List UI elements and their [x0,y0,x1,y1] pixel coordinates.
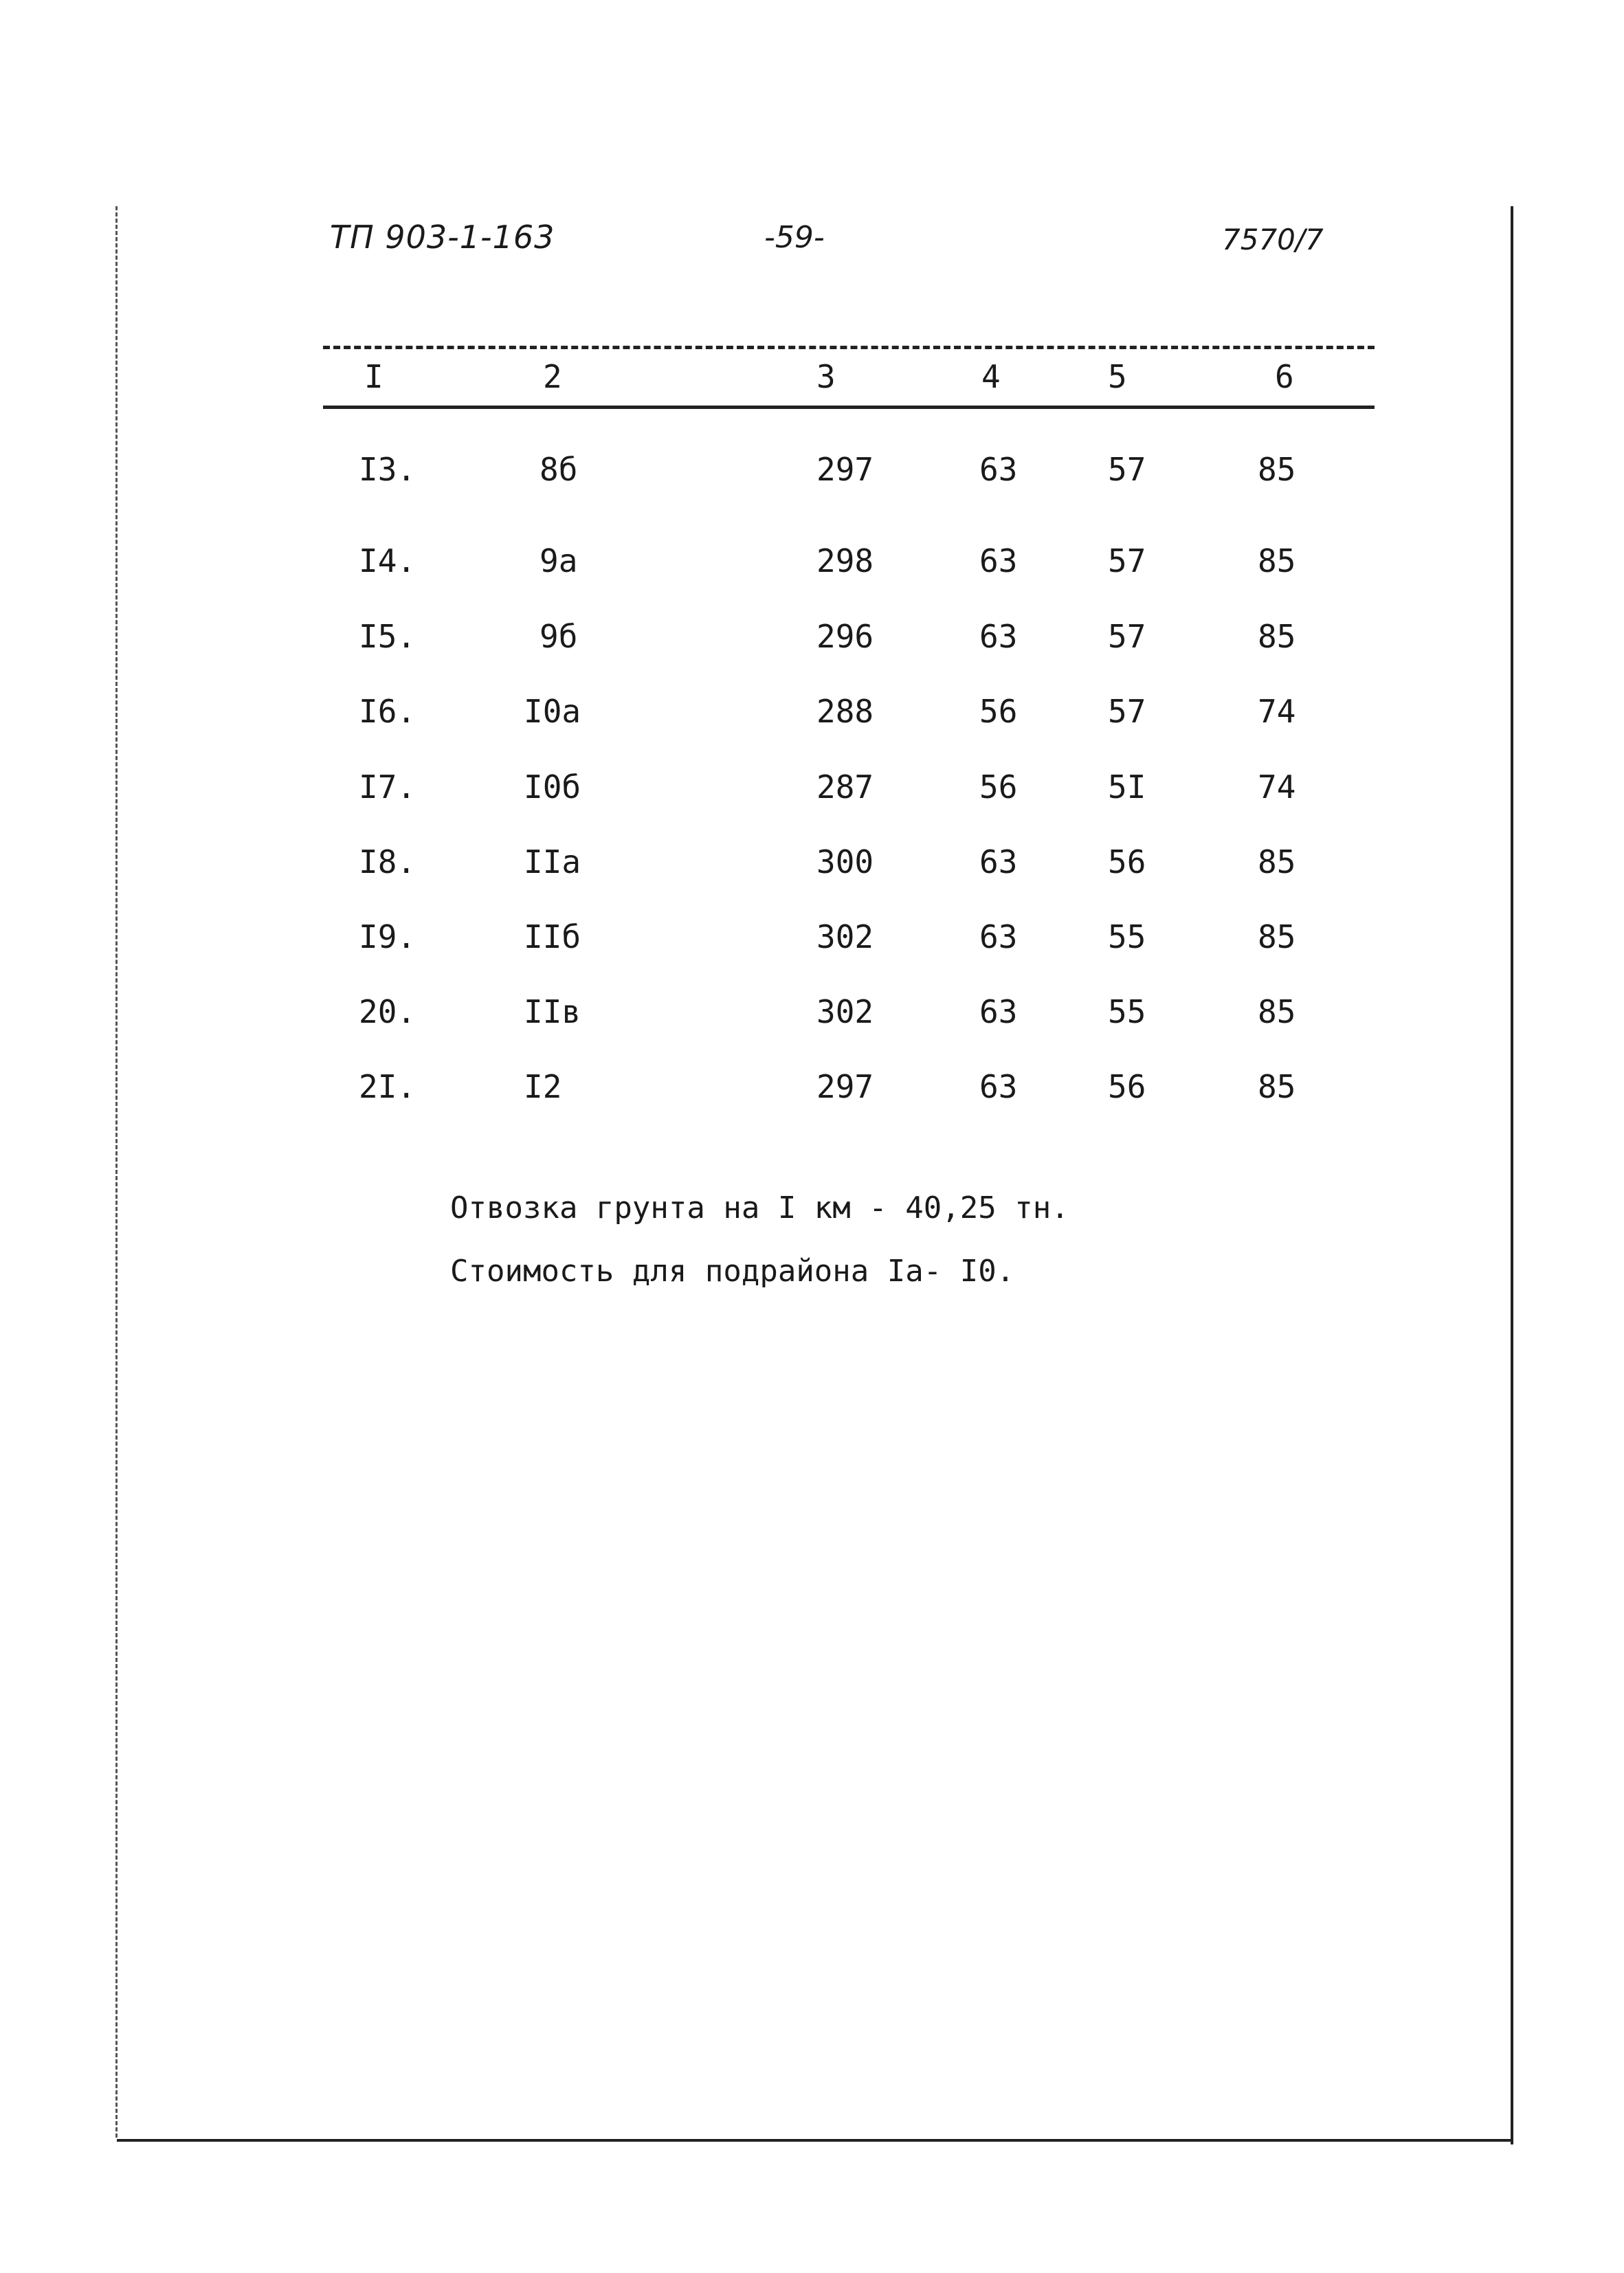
row-number: I9. [359,918,416,955]
section-id: I0а [524,693,581,730]
table-cell: 74 [1258,768,1296,806]
column-header: I [364,358,383,395]
row-number: I8. [359,843,416,880]
table-cell: 85 [1258,618,1296,655]
row-number: I5. [359,618,416,655]
table-cell: 297 [816,451,874,488]
table-cell: 297 [816,1068,874,1105]
table-cell: 56 [1108,1068,1146,1105]
table-top-rule [323,346,1375,349]
column-header: 5 [1108,358,1127,395]
album-number: 7570/7 [1222,223,1324,256]
table-cell: 55 [1108,993,1146,1030]
row-number: 20. [359,993,416,1030]
row-number: I4. [359,542,416,579]
table-header-rule [323,406,1375,409]
table-cell: 288 [816,693,874,730]
note-subregion-cost: Стоимость для подрайона Iа- I0. [450,1254,1015,1289]
page-number: -59- [764,220,825,255]
row-number: I3. [359,451,416,488]
section-id: IIб [524,918,581,955]
table-cell: 74 [1258,693,1296,730]
section-id: 9а [540,542,578,579]
table-cell: 56 [979,768,1018,806]
table-cell: 85 [1258,993,1296,1030]
row-number: I6. [359,693,416,730]
table-cell: 298 [816,542,874,579]
table-cell: 57 [1108,542,1146,579]
note-soil-transport: Отвозка грунта на I км - 40,25 тн. [450,1190,1069,1226]
column-header: 2 [543,358,562,395]
column-header: 6 [1275,358,1294,395]
table-cell: 302 [816,918,874,955]
right-frame-line [1511,206,1513,2144]
table-cell: 85 [1258,1068,1296,1105]
column-header: 4 [981,358,1001,395]
table-cell: 63 [979,918,1018,955]
table-cell: 63 [979,451,1018,488]
column-header: 3 [816,358,836,395]
section-id: IIа [524,843,581,880]
row-number: 2I. [359,1068,416,1105]
table-cell: 85 [1258,918,1296,955]
table-cell: 63 [979,618,1018,655]
table-cell: 302 [816,993,874,1030]
table-cell: 63 [979,1068,1018,1105]
table-cell: 85 [1258,843,1296,880]
section-id: I2 [524,1068,562,1105]
table-cell: 85 [1258,542,1296,579]
table-cell: 63 [979,843,1018,880]
table-cell: 5I [1108,768,1146,806]
left-margin-line [115,206,118,2138]
document-code: ТП 903-1-163 [330,219,555,256]
table-cell: 55 [1108,918,1146,955]
row-number: I7. [359,768,416,806]
table-cell: 56 [1108,843,1146,880]
table-cell: 57 [1108,451,1146,488]
table-cell: 57 [1108,693,1146,730]
table-cell: 300 [816,843,874,880]
bottom-frame-line [117,2139,1513,2142]
table-cell: 56 [979,693,1018,730]
table-cell: 63 [979,542,1018,579]
table-cell: 63 [979,993,1018,1030]
section-id: 9б [540,618,578,655]
section-id: I0б [524,768,581,806]
section-id: 8б [540,451,578,488]
table-cell: 85 [1258,451,1296,488]
table-cell: 287 [816,768,874,806]
section-id: IIв [524,993,581,1030]
table-cell: 296 [816,618,874,655]
table-cell: 57 [1108,618,1146,655]
